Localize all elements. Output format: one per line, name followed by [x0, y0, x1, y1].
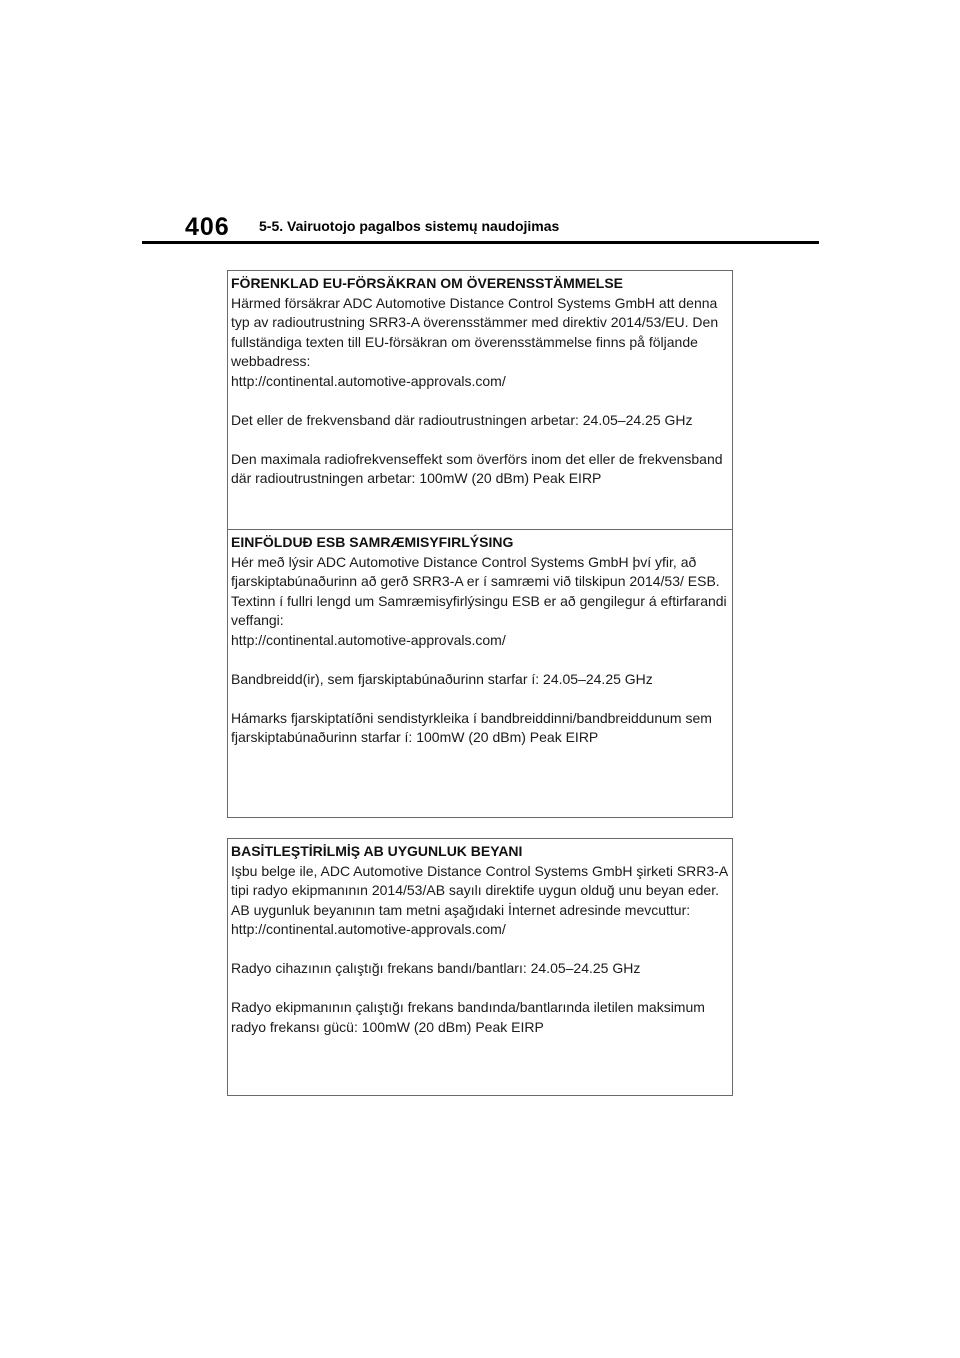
declaration-power: Den maximala radiofrekvenseffekt som överförs inom det eller de frekvensband där radioutrustningen arbetar: 100mW (20 dBm) Peak EIRP — [231, 450, 723, 486]
declaration-icelandic — [228, 530, 732, 748]
declaration-power: Radyo ekipmanının çalıştığı frekans bandında/bantlarında iletilen maksimum radyo frekansı gücü: 100mW (20 dBm) Peak EIRP — [231, 999, 705, 1035]
declaration-url: http://continental.automotive-approvals.com/ — [231, 372, 506, 389]
declaration-swedish — [228, 271, 732, 530]
page-header — [0, 0, 960, 250]
declaration-frequency: Bandbreidd(ir), sem fjarskiptabúnaðurinn starfar í: 24.05–24.25 GHz — [231, 670, 653, 687]
declaration-intro — [231, 294, 729, 392]
declaration-url: http://continental.automotive-approvals.com/ — [231, 631, 506, 648]
declaration-intro — [231, 553, 729, 651]
declaration-title: EINFÖLDUÐ ESB SAMRÆMISYFIRLÝSING — [231, 534, 514, 550]
declaration-title: FÖRENKLAD EU-FÖRSÄKRAN OM ÖVERENSSTÄMMELSE — [231, 275, 624, 291]
declaration-box-bottom — [227, 838, 733, 1096]
declaration-url: http://continental.automotive-approvals.com/ — [231, 921, 506, 937]
declaration-intro — [231, 862, 729, 940]
header-rule — [142, 241, 819, 244]
declaration-box-top — [227, 270, 733, 818]
declaration-title: BASİTLEŞTİRİLMİŞ AB UYGUNLUK BEYANI — [231, 843, 523, 859]
declaration-intro-text: Härmed försäkrar ADC Automotive Distance Control Systems GmbH att denna typ av radioutrustning SRR3-A överensstämmer med direktiv 2014/53/EU. Den fullständiga texten till EU-försäkran om överensstämmelse finns på följande webbadress: — [231, 294, 719, 369]
page-number: 406 — [185, 213, 230, 241]
declaration-intro-text: Hér með lýsir ADC Automotive Distance Control Systems GmbH því yfir, að fjarskiptabúnaðurinn að gerð SRR3-A er í samræmi við tilskipun 2014/53/ ESB. Textinn í fullri lengd um Samræmisyfirlýsingu ESB er að gengilegur á eftirfarandi veffangi: — [231, 553, 727, 628]
section-title: 5-5. Vairuotojo pagalbos sistemų naudojimas — [259, 218, 560, 234]
declaration-turkish — [228, 839, 732, 1037]
declaration-frequency: Det eller de frekvensband där radioutrustningen arbetar: 24.05–24.25 GHz — [231, 411, 693, 428]
declaration-intro-text: Işbu belge ile, ADC Automotive Distance Control Systems GmbH şirketi SRR3-A tipi radyo ekipmanının 2014/53/AB sayılı direktife uygun olduğ unu beyan eder. AB uygunluk beyanının tam metni aşağıdaki İnternet adresinde mevcuttur: — [231, 862, 728, 918]
declaration-frequency: Radyo cihazının çalıştığı frekans bandı/bantları: 24.05–24.25 GHz — [231, 960, 641, 976]
declaration-power: Hámarks fjarskiptatíðni sendistyrkleika í bandbreiddinni/bandbreiddunum sem fjarskiptabúnaðurinn starfar í: 100mW (20 dBm) Peak EIRP — [231, 709, 712, 745]
